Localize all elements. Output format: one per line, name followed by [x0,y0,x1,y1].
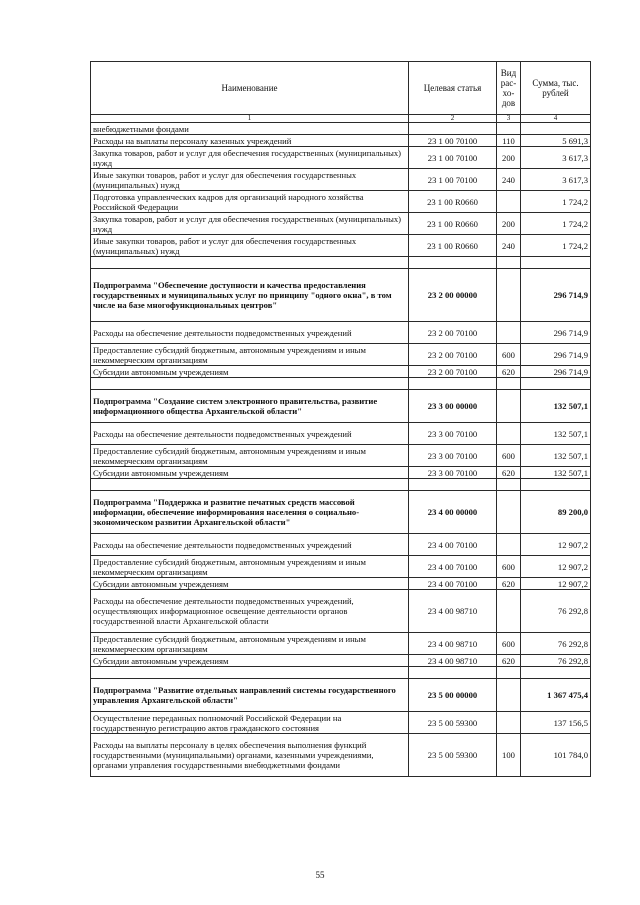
cell-sum [521,123,591,135]
cell-code: 23 4 00 70100 [409,556,497,578]
cell-sum: 89 200,0 [521,491,591,534]
cell-type: 240 [497,235,521,257]
cell-code: 23 2 00 70100 [409,366,497,378]
table-row [91,123,591,135]
cell-sum: 132 507,1 [521,445,591,467]
cell-sum: 1 724,2 [521,235,591,257]
table-row [91,467,591,479]
cell-type [497,322,521,344]
cell-code: 23 3 00 00000 [409,390,497,423]
cell-sum [521,667,591,679]
cell-code: 23 5 00 59300 [409,734,497,777]
cell-type: 100 [497,734,521,777]
cell-sum: 1 724,2 [521,191,591,213]
cell-type: 600 [497,344,521,366]
cell-name [91,479,409,491]
table-row [91,445,591,467]
cell-type: 600 [497,556,521,578]
cell-name: Расходы на обеспечение деятельности подведомственных учреждений [91,534,409,556]
cell-code [409,123,497,135]
column-number: 4 [521,115,591,123]
table-row [91,135,591,147]
cell-sum: 76 292,8 [521,590,591,633]
cell-name: Расходы на выплаты персоналу казенных учреждений [91,135,409,147]
cell-name: Субсидии автономным учреждениям [91,467,409,479]
cell-code: 23 2 00 00000 [409,269,497,322]
header-name: Наименование [91,62,409,115]
cell-code: 23 3 00 70100 [409,445,497,467]
cell-type [497,390,521,423]
cell-sum: 12 907,2 [521,556,591,578]
table-row [91,633,591,655]
subprogram-row [91,679,591,712]
cell-sum: 132 507,1 [521,467,591,479]
cell-sum: 1 724,2 [521,213,591,235]
cell-sum: 12 907,2 [521,578,591,590]
cell-code: 23 5 00 00000 [409,679,497,712]
cell-code: 23 4 00 00000 [409,491,497,534]
cell-type: 240 [497,169,521,191]
budget-table [90,61,591,777]
cell-sum [521,479,591,491]
cell-type: 200 [497,213,521,235]
cell-code [409,378,497,390]
cell-name: Субсидии автономным учреждениям [91,578,409,590]
cell-type: 600 [497,445,521,467]
cell-name: Расходы на обеспечение деятельности подведомственных учреждений [91,322,409,344]
cell-type [497,712,521,734]
cell-type [497,590,521,633]
cell-name: Иные закупки товаров, работ и услуг для обеспечения государственных (муниципальных) нужд [91,169,409,191]
cell-name: Подпрограмма "Развитие отдельных направлений системы государственного управления Архангельской области" [91,679,409,712]
cell-code: 23 1 00 R0660 [409,213,497,235]
cell-name: Иные закупки товаров, работ и услуг для обеспечения государственных (муниципальных) нужд [91,235,409,257]
cell-name [91,378,409,390]
cell-type: 620 [497,366,521,378]
table-row [91,578,591,590]
cell-code [409,479,497,491]
cell-sum [521,257,591,269]
cell-type: 200 [497,147,521,169]
column-number: 1 [91,115,409,123]
cell-name: Субсидии автономным учреждениям [91,366,409,378]
cell-code [409,257,497,269]
cell-code: 23 3 00 70100 [409,423,497,445]
cell-sum: 132 507,1 [521,390,591,423]
cell-type: 620 [497,467,521,479]
cell-type: 600 [497,633,521,655]
cell-name: Закупка товаров, работ и услуг для обеспечения государственных (муниципальных) нужд [91,147,409,169]
cell-code [409,667,497,679]
cell-sum: 101 784,0 [521,734,591,777]
cell-code: 23 1 00 70100 [409,147,497,169]
budget-table-body [91,62,591,777]
cell-name: Расходы на обеспечение деятельности подведомственных учреждений [91,423,409,445]
cell-name: Подпрограмма "Обеспечение доступности и качества предоставления государственных и муниципальных услуг по принципу "одного окна", в том числе на базе многофункциональных центров" [91,269,409,322]
header-type: Вид рас-хо-дов [497,62,521,115]
cell-name: Расходы на обеспечение деятельности подведомственных учреждений, осуществляющих информационное освещение деятельности органов государственной власти Архангельской области [91,590,409,633]
cell-type [497,257,521,269]
table-row [91,366,591,378]
cell-sum: 1 367 475,4 [521,679,591,712]
cell-name: Подпрограмма "Поддержка и развитие печатных средств массовой информации, обеспечение информирования населения о социально-экономическом развитии Архангельской области" [91,491,409,534]
cell-code: 23 1 00 R0660 [409,191,497,213]
subprogram-row [91,390,591,423]
subprogram-row [91,491,591,534]
cell-type [497,423,521,445]
cell-sum: 76 292,8 [521,655,591,667]
cell-name: Субсидии автономным учреждениям [91,655,409,667]
cell-type [497,479,521,491]
spacer-row [91,479,591,491]
cell-type [497,679,521,712]
table-row [91,423,591,445]
cell-code: 23 2 00 70100 [409,322,497,344]
table-row [91,534,591,556]
cell-sum: 12 907,2 [521,534,591,556]
page-number: 55 [315,870,325,880]
cell-code: 23 4 00 98710 [409,590,497,633]
header-code: Целевая статья [409,62,497,115]
cell-sum: 3 617,3 [521,169,591,191]
table-row [91,590,591,633]
cell-name: Осуществление переданных полномочий Российской Федерации на государственную регистрацию актов гражданского состояния [91,712,409,734]
cell-type [497,191,521,213]
cell-name: Подготовка управленческих кадров для организаций народного хозяйства Российской Федерации [91,191,409,213]
cell-code: 23 1 00 70100 [409,135,497,147]
cell-code: 23 2 00 70100 [409,344,497,366]
cell-sum: 296 714,9 [521,366,591,378]
cell-name: Предоставление субсидий бюджетным, автономным учреждениям и иным некоммерческим организациям [91,633,409,655]
cell-code: 23 3 00 70100 [409,467,497,479]
spacer-row [91,378,591,390]
cell-code: 23 1 00 70100 [409,169,497,191]
cell-sum: 296 714,9 [521,322,591,344]
cell-code: 23 4 00 70100 [409,578,497,590]
cell-sum: 296 714,9 [521,269,591,322]
table-row [91,169,591,191]
cell-code: 23 4 00 98710 [409,633,497,655]
spacer-row [91,667,591,679]
cell-sum [521,378,591,390]
table-row [91,556,591,578]
spacer-row [91,257,591,269]
cell-name: Подпрограмма "Создание систем электронного правительства, развитие информационного общества Архангельской области" [91,390,409,423]
cell-sum: 3 617,3 [521,147,591,169]
table-row [91,235,591,257]
cell-type: 620 [497,655,521,667]
cell-type: 620 [497,578,521,590]
cell-type: 110 [497,135,521,147]
column-number-row [91,115,591,123]
cell-type [497,667,521,679]
cell-name: Предоставление субсидий бюджетным, автономным учреждениям и иным некоммерческим организациям [91,556,409,578]
table-header-row [91,62,591,115]
cell-name: Закупка товаров, работ и услуг для обеспечения государственных (муниципальных) нужд [91,213,409,235]
cell-type [497,269,521,322]
cell-type [497,378,521,390]
cell-name: Предоставление субсидий бюджетным, автономным учреждениям и иным некоммерческим организациям [91,445,409,467]
table-row [91,712,591,734]
table-row [91,344,591,366]
cell-name [91,257,409,269]
cell-name: внебюджетными фондами [91,123,409,135]
table-row [91,191,591,213]
table-row [91,322,591,344]
table-row [91,655,591,667]
table-row [91,147,591,169]
column-number: 3 [497,115,521,123]
cell-type [497,491,521,534]
cell-code: 23 5 00 59300 [409,712,497,734]
cell-name: Предоставление субсидий бюджетным, автономным учреждениям и иным некоммерческим организациям [91,344,409,366]
cell-sum: 76 292,8 [521,633,591,655]
cell-name [91,667,409,679]
cell-name: Расходы на выплаты персоналу в целях обеспечения выполнения функций государственными (муниципальными) органами, казенными учреждениями, органами управления государственными внебюджетными фондами [91,734,409,777]
cell-type [497,534,521,556]
cell-sum: 5 691,3 [521,135,591,147]
table-row [91,734,591,777]
cell-sum: 137 156,5 [521,712,591,734]
table-row [91,213,591,235]
cell-type [497,123,521,135]
header-sum: Сумма, тыс. рублей [521,62,591,115]
column-number: 2 [409,115,497,123]
cell-sum: 296 714,9 [521,344,591,366]
cell-code: 23 4 00 70100 [409,534,497,556]
cell-sum: 132 507,1 [521,423,591,445]
subprogram-row [91,269,591,322]
cell-code: 23 4 00 98710 [409,655,497,667]
cell-code: 23 1 00 R0660 [409,235,497,257]
